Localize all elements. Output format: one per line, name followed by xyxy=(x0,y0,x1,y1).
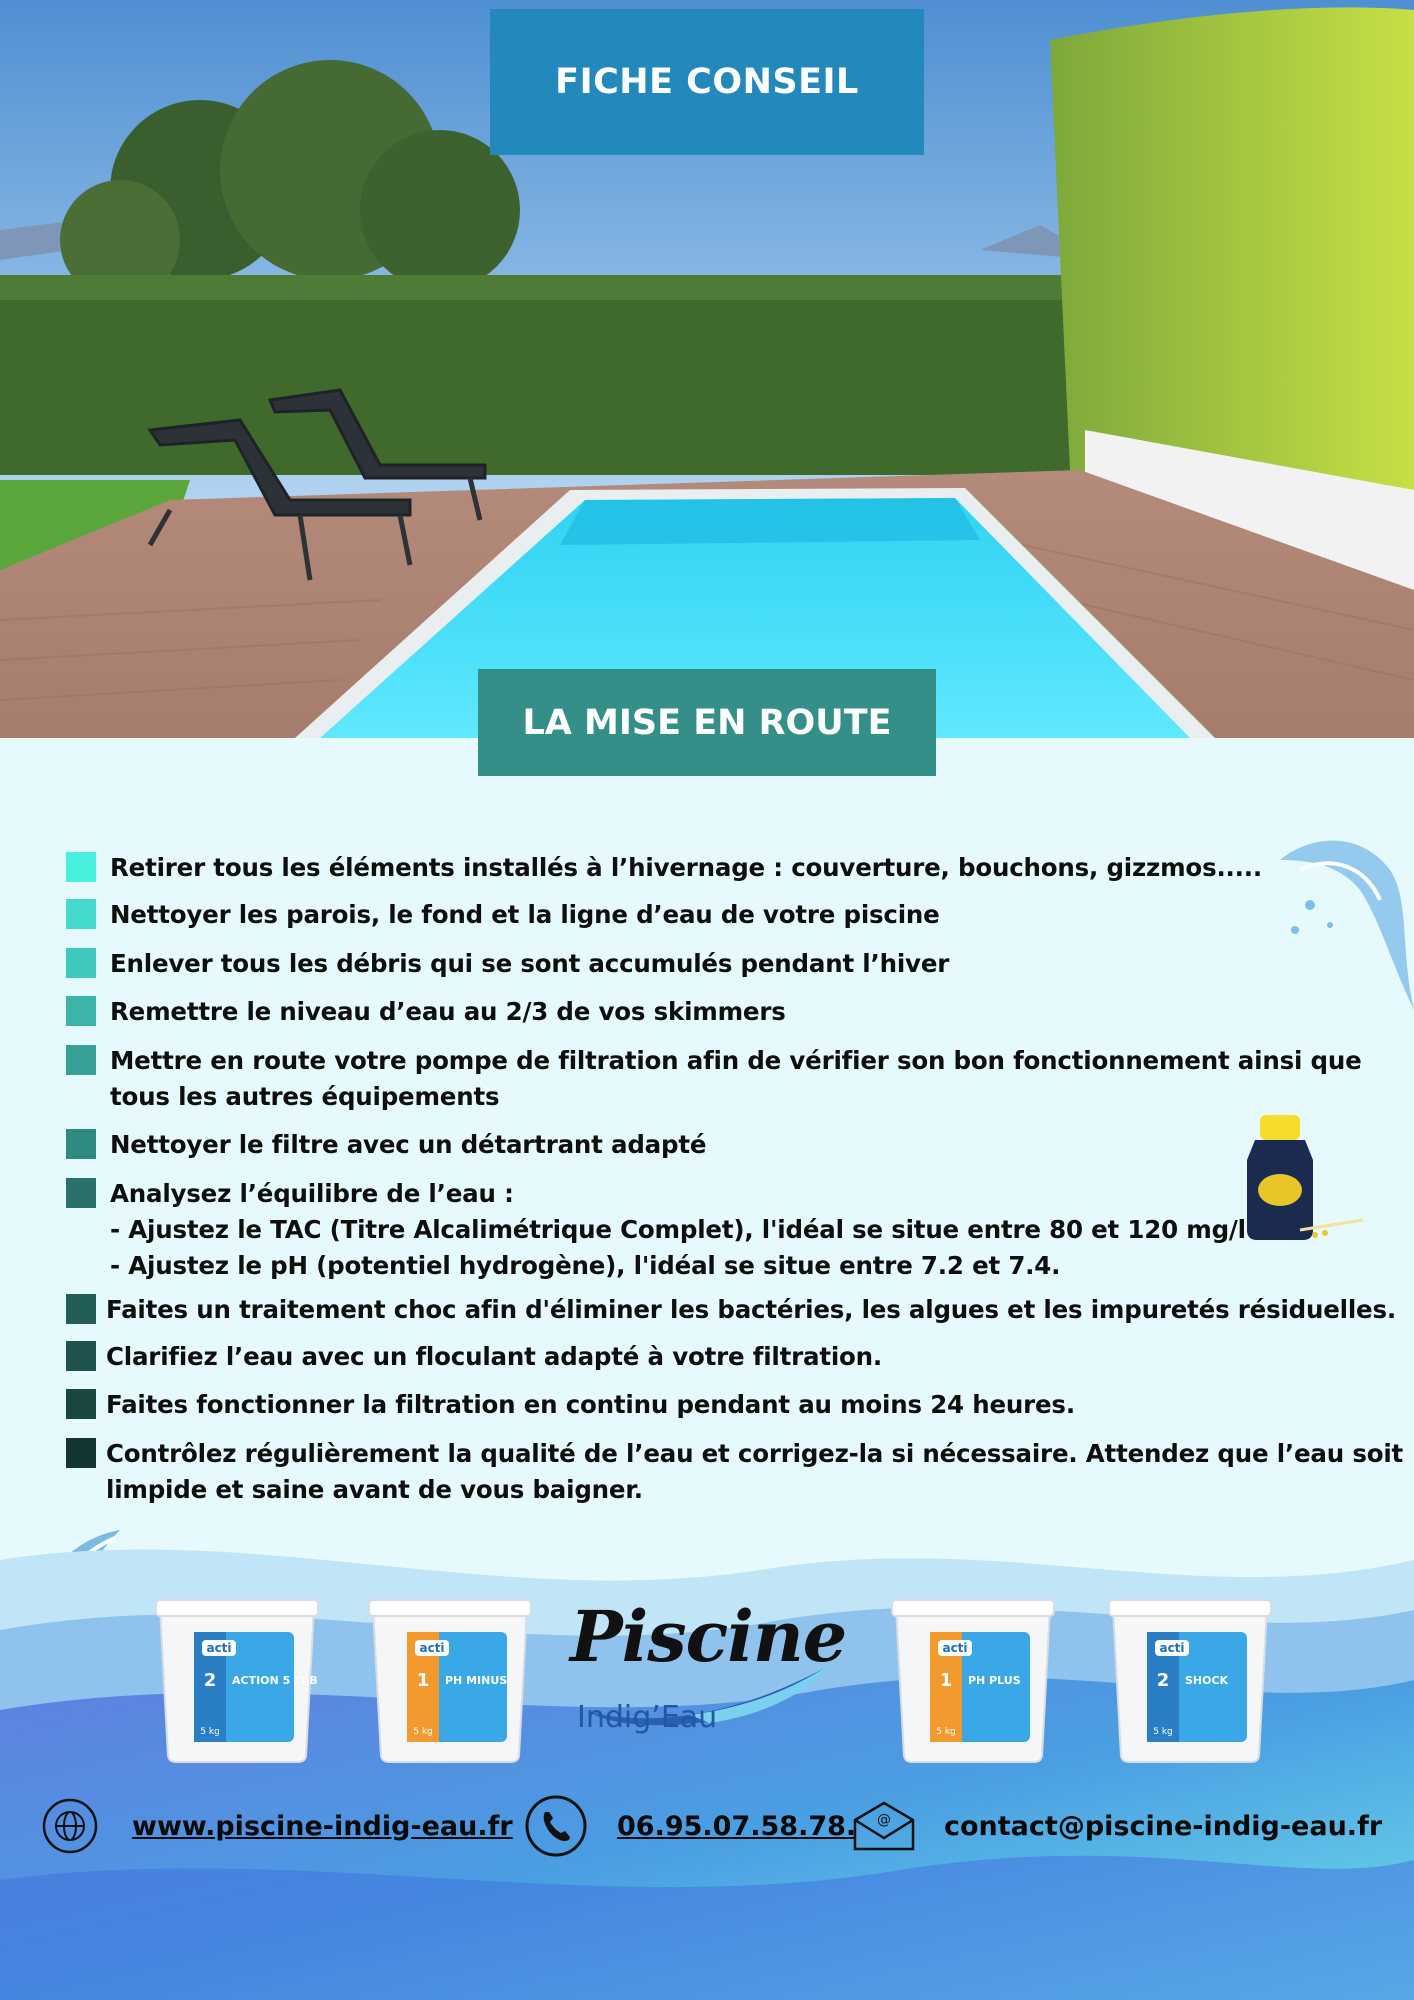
checklist-item xyxy=(66,1043,1361,1115)
checklist-line: Contrôlez régulièrement la qualité de l’eau et corrigez-la si nécessaire. Attendez que l’eau soit xyxy=(106,1439,1404,1468)
product-name: ACTION 5 TAB xyxy=(232,1674,318,1687)
checklist-bullet xyxy=(66,1341,96,1371)
checklist-bullet xyxy=(66,899,96,929)
product-step: 2 xyxy=(203,1670,217,1691)
checklist-bullet xyxy=(66,1294,96,1324)
checklist-bullet xyxy=(66,1045,96,1075)
checklist-line: Faites fonctionner la filtration en continu pendant au moins 24 heures. xyxy=(106,1390,1075,1419)
checklist-item xyxy=(66,850,1262,886)
checklist-line: Clarifiez l’eau avec un floculant adapté à votre filtration. xyxy=(106,1342,883,1371)
logo-name: Piscine xyxy=(570,1595,847,1678)
checklist-text xyxy=(110,1176,1246,1284)
checklist-line: Enlever tous les débris qui se sont accumulés pendant l’hiver xyxy=(110,949,950,978)
piscine-indigeau-logo xyxy=(560,1595,850,1745)
product-name: PH PLUS xyxy=(968,1674,1021,1687)
checklist-item xyxy=(66,1176,1246,1284)
mail-icon xyxy=(852,1800,916,1852)
checklist-bullet xyxy=(66,996,96,1026)
website-link[interactable]: www.piscine-indig-eau.fr xyxy=(132,1810,513,1842)
checklist-text xyxy=(106,1436,1403,1508)
product-name: PH MINUS xyxy=(445,1674,508,1687)
checklist-item xyxy=(66,1127,706,1163)
checklist-item xyxy=(66,946,949,982)
checklist-line: Analysez l’équilibre de l’eau : xyxy=(110,1179,514,1208)
checklist-item xyxy=(66,994,786,1030)
checklist-text xyxy=(110,897,940,933)
product-brand: acti xyxy=(942,1641,968,1655)
svg-text:@: @ xyxy=(877,1812,891,1828)
checklist-line: Nettoyer les parois, le fond et la ligne d’eau de votre piscine xyxy=(110,900,940,929)
checklist-text xyxy=(106,1387,1075,1423)
checklist-line: Faites un traitement choc afin d'éliminer les bactéries, les algues et les impuretés résiduelles. xyxy=(106,1295,1396,1324)
product-weight: 5 kg xyxy=(200,1727,220,1737)
product-step: 1 xyxy=(939,1670,953,1691)
checklist-text xyxy=(106,1292,1396,1328)
checklist-line: - Ajustez le pH (potentiel hydrogène), l'idéal se situe entre 7.2 et 7.4. xyxy=(110,1251,1061,1280)
fiche-conseil-badge: FICHE CONSEIL xyxy=(490,9,924,155)
checklist-line: Mettre en route votre pompe de filtration afin de vérifier son bon fonctionnement ainsi que xyxy=(110,1046,1362,1075)
product-bucket xyxy=(365,1596,535,1766)
phone-contact xyxy=(525,1796,856,1856)
product-brand: acti xyxy=(1159,1641,1185,1655)
email-contact xyxy=(852,1796,1382,1856)
checklist-line: Retirer tous les éléments installés à l’hivernage : couverture, bouchons, gizzmos..... xyxy=(110,853,1262,882)
product-bucket xyxy=(152,1596,322,1766)
product-step: 2 xyxy=(1156,1670,1170,1691)
product-brand: acti xyxy=(419,1641,445,1655)
checklist-bullet xyxy=(66,948,96,978)
product-bucket xyxy=(1105,1596,1275,1766)
checklist-bullet xyxy=(66,1438,96,1468)
globe-icon xyxy=(42,1798,98,1854)
phone-icon xyxy=(525,1795,587,1857)
checklist-bullet xyxy=(66,1178,96,1208)
checklist-bullet xyxy=(66,852,96,882)
checklist-text xyxy=(110,946,949,982)
product-brand: acti xyxy=(206,1641,232,1655)
checklist-line: - Ajustez le TAC (Titre Alcalimétrique Complet), l'idéal se situe entre 80 et 120 mg/l xyxy=(110,1215,1246,1244)
checklist-line: limpide et saine avant de vous baigner. xyxy=(106,1475,643,1504)
checklist-text xyxy=(110,850,1262,886)
product-weight: 5 kg xyxy=(413,1727,433,1737)
phone-link[interactable]: 06.95.07.58.78. xyxy=(617,1810,857,1842)
checklist-item xyxy=(66,1436,1403,1508)
checklist-bullet xyxy=(66,1129,96,1159)
product-bucket xyxy=(888,1596,1058,1766)
product-name: SHOCK xyxy=(1185,1674,1229,1687)
checklist-item xyxy=(66,1387,1075,1423)
test-strip-bottle-icon xyxy=(1245,1115,1365,1245)
product-weight: 5 kg xyxy=(1153,1727,1173,1737)
water-splash-icon xyxy=(1270,830,1414,1020)
email-link[interactable]: contact@piscine-indig-eau.fr xyxy=(944,1810,1383,1842)
checklist-text xyxy=(110,994,786,1030)
checklist-line: Nettoyer le filtre avec un détartrant adapté xyxy=(110,1130,707,1159)
checklist-item xyxy=(66,897,940,933)
product-step: 1 xyxy=(416,1670,430,1691)
product-weight: 5 kg xyxy=(936,1727,956,1737)
checklist-text xyxy=(106,1339,882,1375)
checklist-item xyxy=(66,1339,882,1375)
checklist-bullet xyxy=(66,1389,96,1419)
page-title: LA MISE EN ROUTE xyxy=(478,669,936,776)
logo-subtitle: Indig’Eau xyxy=(577,1700,718,1735)
checklist-text xyxy=(110,1043,1361,1115)
checklist-text xyxy=(110,1127,706,1163)
checklist-item xyxy=(66,1292,1396,1328)
website-contact xyxy=(42,1796,513,1856)
checklist-line: tous les autres équipements xyxy=(110,1082,500,1111)
checklist-line: Remettre le niveau d’eau au 2/3 de vos skimmers xyxy=(110,997,786,1026)
